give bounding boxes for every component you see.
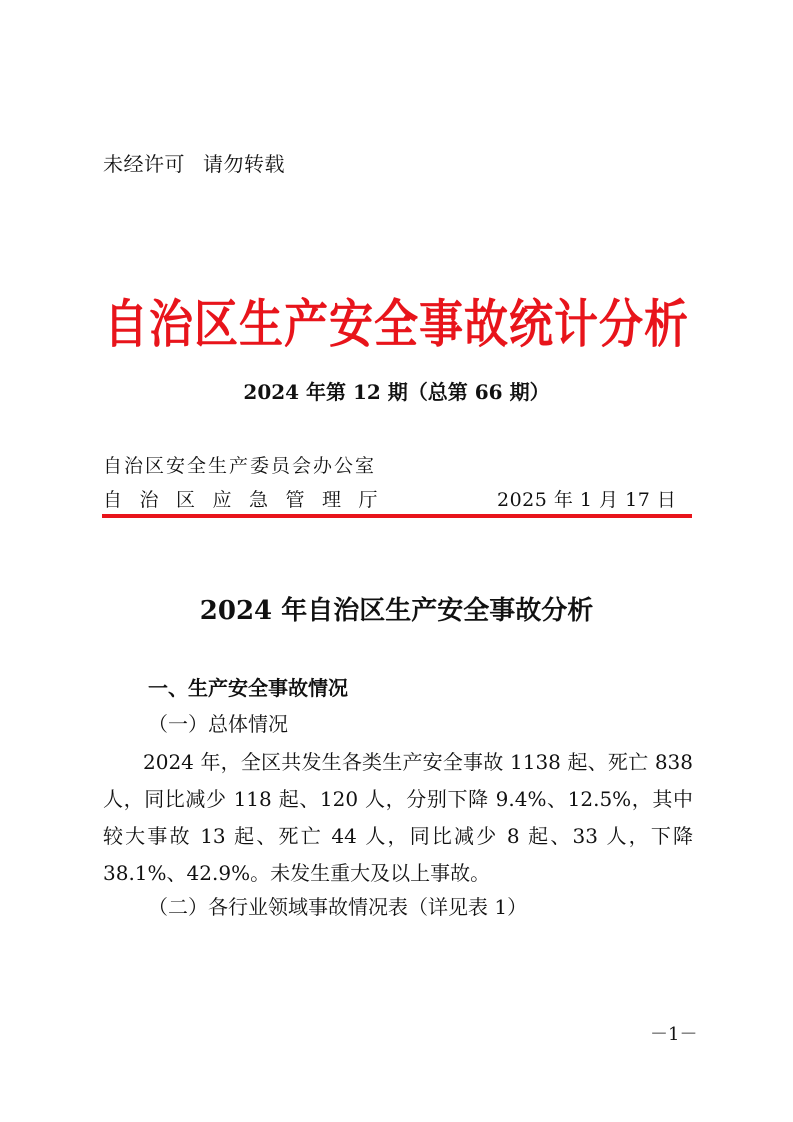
publish-date: 2025 年 1 月 17 日 [497, 489, 677, 511]
publisher-org-1: 自治区安全生产委员会办公室 [103, 455, 377, 477]
article-title: 2024 年自治区生产安全事故分析 [199, 596, 594, 626]
overall-paragraph: 2024 年，全区共发生各类生产安全事故 1138 起、死亡 838 人，同比减少 118 起、120 人，分别下降 9.4%、12.5%，其中较大事故 13 起、死亡 44 人，同比减少 8 起、33 人，下降 38.1%、42.9%。未发生重大及以上事故。 [103, 750, 693, 885]
notice-part-2: 请勿转载 [203, 152, 285, 176]
issue-number: 2024 年第 12 期（总第 66 期） [243, 380, 550, 404]
subsection-heading-overall: （一）总体情况 [148, 712, 288, 736]
page-number: －1－ [650, 1024, 698, 1045]
subsection-heading-industry: （二）各行业领域事故情况表（详见表 1） [148, 895, 528, 919]
red-divider [102, 514, 692, 518]
publisher-org-2: 自治区应急管理厅 [103, 489, 396, 511]
section-heading: 一、生产安全事故情况 [148, 676, 348, 700]
masthead-title: 自治区生产安全事故统计分析 [104, 294, 689, 356]
notice-part-1: 未经许可 [103, 152, 185, 176]
copyright-notice [103, 148, 285, 177]
